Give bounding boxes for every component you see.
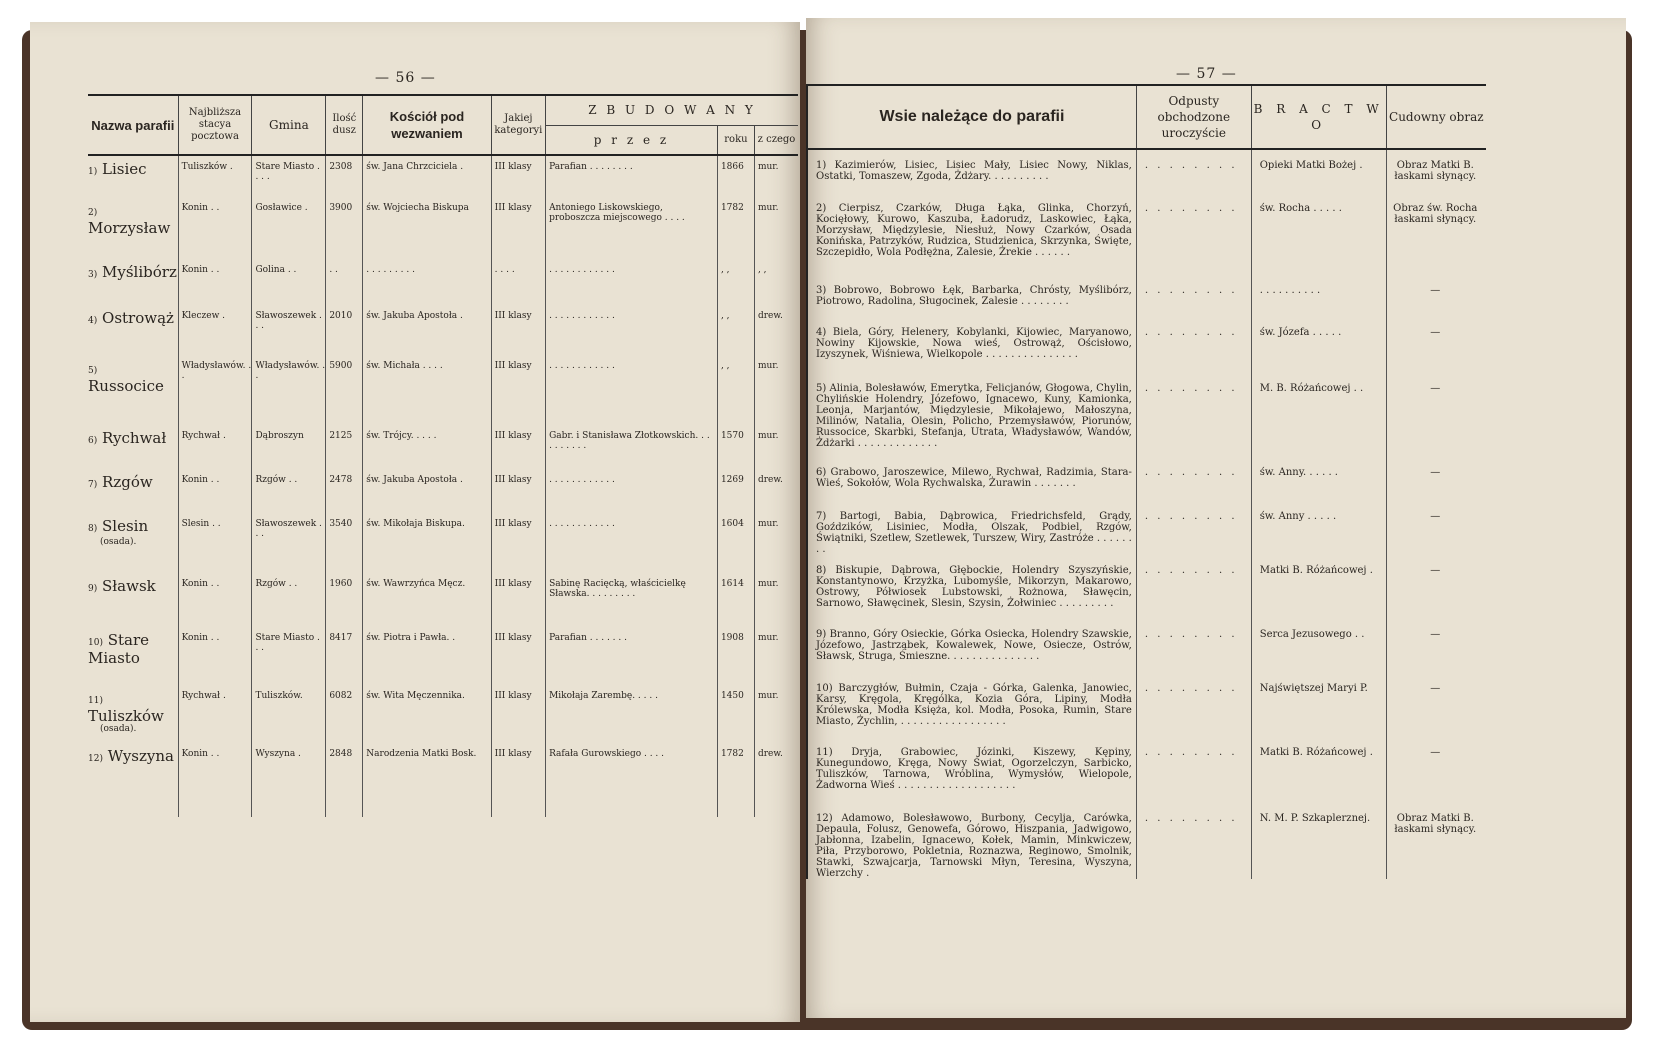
image-cell: — — [1430, 285, 1441, 296]
row-index: 8) — [88, 524, 98, 534]
indulgences-cell: . . . . . . . . — [1136, 501, 1251, 555]
material-cell: mur. — [757, 203, 779, 213]
table-row — [88, 685, 798, 743]
church-cell: św. Trójcy. . . . . — [363, 425, 491, 469]
row-index: 4) — [88, 316, 98, 326]
image-cell: — — [1430, 511, 1441, 522]
parish-name: Myślibórz — [102, 263, 177, 281]
header-by: p r z e z — [546, 125, 718, 155]
commune-cell: Gosławice . — [252, 197, 326, 259]
commune-cell: Sławoszewek . . . — [252, 513, 326, 573]
header-name: Nazwa parafii — [88, 95, 178, 155]
station-cell: Konin . . — [178, 627, 252, 685]
parish-name: Slesin — [102, 517, 149, 535]
material-cell: drew. — [757, 749, 783, 759]
row-index: 6) — [88, 436, 98, 446]
header-image: Cudowny obraz — [1386, 85, 1486, 149]
year-cell: , , — [717, 305, 754, 355]
commune-cell: Wyszyna . — [252, 743, 326, 817]
row-index: 9) — [88, 584, 98, 594]
table-row — [807, 619, 1486, 673]
station-cell: Tuliszków . — [178, 155, 252, 197]
parish-name: Rzgów — [102, 473, 153, 491]
year-cell: 1570 — [717, 425, 754, 469]
souls-cell: 2125 — [326, 425, 363, 469]
builder-cell: Parafian . . . . . . . — [546, 627, 718, 685]
image-cell: Obraz Matki B. łaskami słynący. — [1394, 813, 1477, 835]
category-cell: III klasy — [491, 155, 545, 197]
row-index: 12) — [88, 754, 103, 764]
indulgences-cell: . . . . . . . . — [1136, 555, 1251, 619]
parish-name-cell — [88, 155, 178, 197]
parish-table — [88, 94, 798, 817]
villages-cell: 9) Branno, Góry Osieckie, Górka Osiecka, Holendry Szawskie, Józefowo, Jastrząbek, Kowalewek, Nowe, Osiecze, Ostrów, Sławsk, Struga, Śmieszne. . . . . . . . . . . . . . . — [807, 619, 1136, 673]
parish-name: Rychwał — [102, 429, 167, 447]
church-cell: św. Jakuba Apostoła . — [363, 305, 491, 355]
category-cell: . . . . — [491, 259, 545, 305]
header-souls: Ilość dusz — [326, 95, 363, 155]
parish-name-cell — [88, 355, 178, 425]
image-cell: — — [1430, 629, 1441, 640]
material-cell: drew. — [757, 311, 783, 321]
souls-cell: 3540 — [326, 513, 363, 573]
brotherhood-cell: św. Józefa . . . . . — [1251, 317, 1386, 373]
table-row — [88, 355, 798, 425]
category-cell: III klasy — [491, 305, 545, 355]
table-row — [88, 425, 798, 469]
parish-name-cell — [88, 425, 178, 469]
year-cell: 1782 — [717, 197, 754, 259]
station-cell: Konin . . — [178, 197, 252, 259]
row-index: 5) — [88, 366, 98, 376]
station-cell: Władysławów. . . — [178, 355, 252, 425]
villages-cell: 6) Grabowo, Jaroszewice, Milewo, Rychwał, Radzimia, Stara-Wieś, Sokołów, Wola Rychwalska, Żurawin . . . . . . . — [807, 457, 1136, 501]
table-row — [88, 259, 798, 305]
indulgences-cell: . . . . . . . . — [1136, 673, 1251, 737]
builder-cell: . . . . . . . . . . . . — [546, 259, 718, 305]
parish-name: Russocice — [88, 377, 164, 395]
header-brotherhood: B R A C T W O — [1251, 85, 1386, 149]
parish-name-cell — [88, 259, 178, 305]
right-page — [806, 18, 1626, 1018]
church-cell: św. Piotra i Pawła. . — [363, 627, 491, 685]
villages-cell: 3) Bobrowo, Bobrowo Łęk, Barbarka, Chrósty, Myślibórz, Piotrowo, Radolina, Sługocinek, Zalesie . . . . . . . . — [807, 275, 1136, 317]
parish-note: (osada). — [100, 724, 137, 734]
brotherhood-cell: Opieki Matki Bożej . — [1251, 149, 1386, 193]
parish-note: (osada). — [100, 537, 137, 547]
header-built: Z B U D O W A N Y — [546, 95, 798, 125]
station-cell: Konin . . — [178, 573, 252, 627]
category-cell: III klasy — [491, 685, 545, 743]
church-cell: św. Jana Chrzciciela . — [363, 155, 491, 197]
category-cell: III klasy — [491, 425, 545, 469]
station-cell: Rychwał . — [178, 685, 252, 743]
station-cell: Konin . . — [178, 469, 252, 513]
commune-cell: Władysławów. . . — [252, 355, 326, 425]
header-material: z czego — [754, 125, 798, 155]
station-cell: Slesin . . — [178, 513, 252, 573]
table-row — [88, 743, 798, 817]
header-indulgences: Odpusty obchodzone uroczyście — [1136, 85, 1251, 149]
year-cell: 1866 — [717, 155, 754, 197]
indulgences-cell: . . . . . . . . — [1136, 737, 1251, 803]
station-cell: Konin . . — [178, 743, 252, 817]
parish-name-cell — [88, 197, 178, 259]
year-cell: 1450 — [717, 685, 754, 743]
year-cell: , , — [717, 259, 754, 305]
table-row — [88, 627, 798, 685]
year-cell: 1908 — [717, 627, 754, 685]
brotherhood-cell: . . . . . . . . . . — [1251, 275, 1386, 317]
souls-cell: 2478 — [326, 469, 363, 513]
builder-cell: Antoniego Liskowskiego, proboszcza miejscowego . . . . — [546, 197, 718, 259]
souls-cell: 2308 — [326, 155, 363, 197]
church-cell: Narodzenia Matki Bosk. — [363, 743, 491, 817]
church-cell: . . . . . . . . . — [363, 259, 491, 305]
image-cell: — — [1430, 383, 1441, 394]
indulgences-cell: . . . . . . . . — [1136, 275, 1251, 317]
header-villages: Wsie należące do parafii — [807, 85, 1136, 149]
builder-cell: . . . . . . . . . . . . — [546, 469, 718, 513]
villages-cell: 1) Kazimierów, Lisiec, Lisiec Mały, Lisiec Nowy, Niklas, Ostatki, Tomaszew, Zgoda, Żdżary. . . . . . . . . . — [807, 149, 1136, 193]
souls-cell: 3900 — [326, 197, 363, 259]
year-cell: 1614 — [717, 573, 754, 627]
row-index: 1) — [88, 167, 98, 177]
category-cell: III klasy — [491, 627, 545, 685]
souls-cell: 1960 — [326, 573, 363, 627]
brotherhood-cell: Matki B. Różańcowej . — [1251, 555, 1386, 619]
church-cell: św. Michała . . . . — [363, 355, 491, 425]
table-row — [807, 275, 1486, 317]
category-cell: III klasy — [491, 743, 545, 817]
parish-name-cell — [88, 305, 178, 355]
material-cell: mur. — [757, 579, 779, 589]
category-cell: III klasy — [491, 197, 545, 259]
brotherhood-cell: św. Anny. . . . . . — [1251, 457, 1386, 501]
material-cell: mur. — [757, 633, 779, 643]
villages-cell: 5) Alinia, Bolesławów, Emerytka, Felicjanów, Głogowa, Chylin, Chylińskie Holendry, Józefowo, Ignacewo, Kuny, Kamionka, Leonja, Marjantów, Międzylesie, Mikołajewo, Małoszyna, Milinów, Natalia, Olesin, Policho, Przemysławów, Piorunów, Russocice, Skarbki, Stefanja, Utrata, Władysławów, Wandów, Żdżarki . . . . . . . . . . . . . — [807, 373, 1136, 457]
indulgences-cell: . . . . . . . . — [1136, 619, 1251, 673]
year-cell: , , — [717, 355, 754, 425]
brotherhood-cell: Najświętszej Maryi P. — [1251, 673, 1386, 737]
indulgences-cell: . . . . . . . . — [1136, 457, 1251, 501]
souls-cell: 5900 — [326, 355, 363, 425]
left-page — [30, 22, 800, 1022]
table-row — [88, 197, 798, 259]
indulgences-cell: . . . . . . . . — [1136, 193, 1251, 275]
church-cell: św. Mikołaja Biskupa. — [363, 513, 491, 573]
villages-cell: 12) Adamowo, Bolesławowo, Burbony, Cecylja, Carówka, Depaula, Folusz, Genowefa, Górowo, Hiszpania, Jadwigowo, Jabłonna, Izabelin, Ignacewo, Kołek, Mamin, Minkwiczew, Piła, Przyborowo, Pokletnia, Roznazwa, Reginowo, Smolnik, Stawki, Szwajcarja, Tarnowski Młyn, Teresina, Wyszyna, Wierzchy . — [807, 803, 1136, 879]
page-number: — 57 — — [1176, 66, 1237, 82]
souls-cell: 2010 — [326, 305, 363, 355]
builder-cell: Mikołaja Zarembę. . . . . — [546, 685, 718, 743]
parish-name: Lisiec — [102, 160, 147, 178]
builder-cell: Sabinę Racięcką, właścicielkę Sławska. . . . . . . . . — [546, 573, 718, 627]
table-row — [807, 803, 1486, 879]
villages-cell: 11) Dryja, Grabowiec, Józinki, Kiszewy, Kępiny, Kunegundowo, Kręga, Nowy Świat, Ogorzelczyn, Sarbicko, Tuliszków, Tarnowa, Wróblina, Wymysłów, Wielopole, Żadworna Wieś . . . . . . . . . . . . . . . . . . . — [807, 737, 1136, 803]
image-cell: — — [1430, 747, 1441, 758]
row-index: 11) — [88, 696, 103, 706]
builder-cell: Parafian . . . . . . . . — [546, 155, 718, 197]
row-index: 7) — [88, 480, 98, 490]
year-cell: 1269 — [717, 469, 754, 513]
commune-cell: Tuliszków. — [252, 685, 326, 743]
builder-cell: . . . . . . . . . . . . — [546, 305, 718, 355]
material-cell: drew. — [757, 475, 783, 485]
material-cell: mur. — [757, 691, 779, 701]
image-cell: — — [1430, 565, 1441, 576]
parish-name-cell — [88, 469, 178, 513]
builder-cell: . . . . . . . . . . . . — [546, 513, 718, 573]
material-cell: mur. — [757, 162, 779, 172]
image-cell: — — [1430, 467, 1441, 478]
brotherhood-cell: M. B. Różańcowej . . — [1251, 373, 1386, 457]
material-cell: , , — [757, 265, 767, 275]
category-cell: III klasy — [491, 355, 545, 425]
commune-cell: Dąbroszyn — [252, 425, 326, 469]
material-cell: mur. — [757, 431, 779, 441]
station-cell: Rychwał . — [178, 425, 252, 469]
church-cell: św. Jakuba Apostoła . — [363, 469, 491, 513]
header-church: Kościół pod wezwaniem — [363, 95, 491, 155]
parish-name: Wyszyna — [107, 747, 174, 765]
header-year: roku — [717, 125, 754, 155]
image-cell: Obraz św. Rocha łaskami słynący. — [1393, 203, 1478, 225]
category-cell: III klasy — [491, 513, 545, 573]
souls-cell: 6082 — [326, 685, 363, 743]
table-row — [807, 373, 1486, 457]
church-cell: św. Wojciecha Biskupa — [363, 197, 491, 259]
parish-name-cell — [88, 573, 178, 627]
page-number: — 56 — — [375, 70, 436, 86]
church-cell: św. Wawrzyńca Męcz. — [363, 573, 491, 627]
parish-name: Sławsk — [102, 577, 156, 595]
parish-name-cell — [88, 685, 178, 743]
brotherhood-cell: Serca Jezusowego . . — [1251, 619, 1386, 673]
commune-cell: Stare Miasto . . . — [252, 627, 326, 685]
parish-name: Morzysław — [88, 219, 171, 237]
brotherhood-cell: św. Rocha . . . . . — [1251, 193, 1386, 275]
header-commune: Gmina — [252, 95, 326, 155]
table-row — [807, 673, 1486, 737]
villages-table — [806, 84, 1486, 879]
category-cell: III klasy — [491, 573, 545, 627]
church-cell: św. Wita Męczennika. — [363, 685, 491, 743]
table-row — [88, 469, 798, 513]
table-row — [807, 317, 1486, 373]
year-cell: 1604 — [717, 513, 754, 573]
table-row — [88, 305, 798, 355]
image-cell: Obraz Matki B. łaskami słynący. — [1394, 160, 1477, 182]
parish-name: Tuliszków — [88, 707, 164, 725]
villages-cell: 2) Cierpisz, Czarków, Długa Łąka, Glinka, Chorzyń, Kocięłowy, Kurowo, Kaszuba, Ładorudz, Laskowiec, Łąka, Morzysław, Międzylesie, Niesłuż, Nowy Czarków, Osada Konińska, Patrzyków, Rudzica, Studzienica, Skrzynka, Święte, Szczepidło, Wola Podłężna, Zalesie, Żrekie . . . . . . — [807, 193, 1136, 275]
indulgences-cell: . . . . . . . . — [1136, 803, 1251, 879]
commune-cell: Rzgów . . — [252, 469, 326, 513]
table-row — [807, 457, 1486, 501]
commune-cell: Rzgów . . — [252, 573, 326, 627]
table-row — [88, 513, 798, 573]
material-cell: mur. — [757, 361, 779, 371]
indulgences-cell: . . . . . . . . — [1136, 317, 1251, 373]
commune-cell: Sławoszewek . . . — [252, 305, 326, 355]
builder-cell: . . . . . . . . . . . . — [546, 355, 718, 425]
row-index: 3) — [88, 270, 98, 280]
table-row — [807, 555, 1486, 619]
row-index: 2) — [88, 208, 98, 218]
villages-cell: 8) Biskupie, Dąbrowa, Głębockie, Holendry Szyszyńskie, Konstantynowo, Krzyżka, Lubomyśle, Mikorzyn, Makarowo, Ostrowy, Półwiosek Lubstowski, Rożnowa, Sławęcin, Sarnowo, Sławęcinek, Slesin, Szysin, Żołwiniec . . . . . . . . . — [807, 555, 1136, 619]
parish-name: Stare Miasto — [88, 631, 150, 667]
year-cell: 1782 — [717, 743, 754, 817]
header-category: Jakiej kategoryi — [491, 95, 545, 155]
table-row — [88, 155, 798, 197]
table-row — [88, 573, 798, 627]
table-row — [807, 149, 1486, 193]
table-row — [807, 737, 1486, 803]
parish-name-cell — [88, 513, 178, 573]
table-row — [807, 501, 1486, 555]
row-index: 10) — [88, 638, 103, 648]
indulgences-cell: . . . . . . . . — [1136, 373, 1251, 457]
station-cell: Kleczew . — [178, 305, 252, 355]
builder-cell: Rafała Gurowskiego . . . . — [546, 743, 718, 817]
brotherhood-cell: Matki B. Różańcowej . — [1251, 737, 1386, 803]
parish-name: Ostrowąż — [102, 309, 174, 327]
material-cell: mur. — [757, 519, 779, 529]
parish-name-cell — [88, 743, 178, 817]
villages-cell: 7) Bartogi, Babia, Dąbrowica, Friedrichsfeld, Grądy, Goździków, Lisiniec, Modła, Olszak, Podbiel, Rzgów, Świątniki, Szetlew, Szetlewek, Turszew, Wiry, Zastróże . . . . . . . . — [807, 501, 1136, 555]
table-row — [807, 193, 1486, 275]
builder-cell: Gabr. i Stanisława Złotkowskich. . . . . . . . . . — [546, 425, 718, 469]
image-cell: — — [1430, 327, 1441, 338]
category-cell: III klasy — [491, 469, 545, 513]
villages-cell: 4) Biela, Góry, Helenery, Kobylanki, Kijowiec, Maryanowo, Nowiny Kijowskie, Nowa wieś, Ostrowąż, Ościsłowo, Izyszynek, Wiśniewa, Wielkopole . . . . . . . . . . . . . . . — [807, 317, 1136, 373]
commune-cell: Golina . . — [252, 259, 326, 305]
souls-cell: . . — [326, 259, 363, 305]
souls-cell: 2848 — [326, 743, 363, 817]
brotherhood-cell: N. M. P. Szkaplerznej. — [1251, 803, 1386, 879]
image-cell: — — [1430, 683, 1441, 694]
parish-name-cell — [88, 627, 178, 685]
villages-cell: 10) Barczygłów, Bułmin, Czaja - Górka, Galenka, Janowiec, Karsy, Kręgola, Kręgólka, Kozia Góra, Lipiny, Modła Królewska, Modła Księża, kol. Modła, Posoka, Rumin, Stare Miasto, Żychlin, . . . . . . . . . . . . . . . . . — [807, 673, 1136, 737]
commune-cell: Stare Miasto . . . . — [252, 155, 326, 197]
souls-cell: 8417 — [326, 627, 363, 685]
indulgences-cell: . . . . . . . . — [1136, 149, 1251, 193]
header-station: Najbliższa stacya pocztowa — [178, 95, 252, 155]
station-cell: Konin . . — [178, 259, 252, 305]
brotherhood-cell: św. Anny . . . . . — [1251, 501, 1386, 555]
